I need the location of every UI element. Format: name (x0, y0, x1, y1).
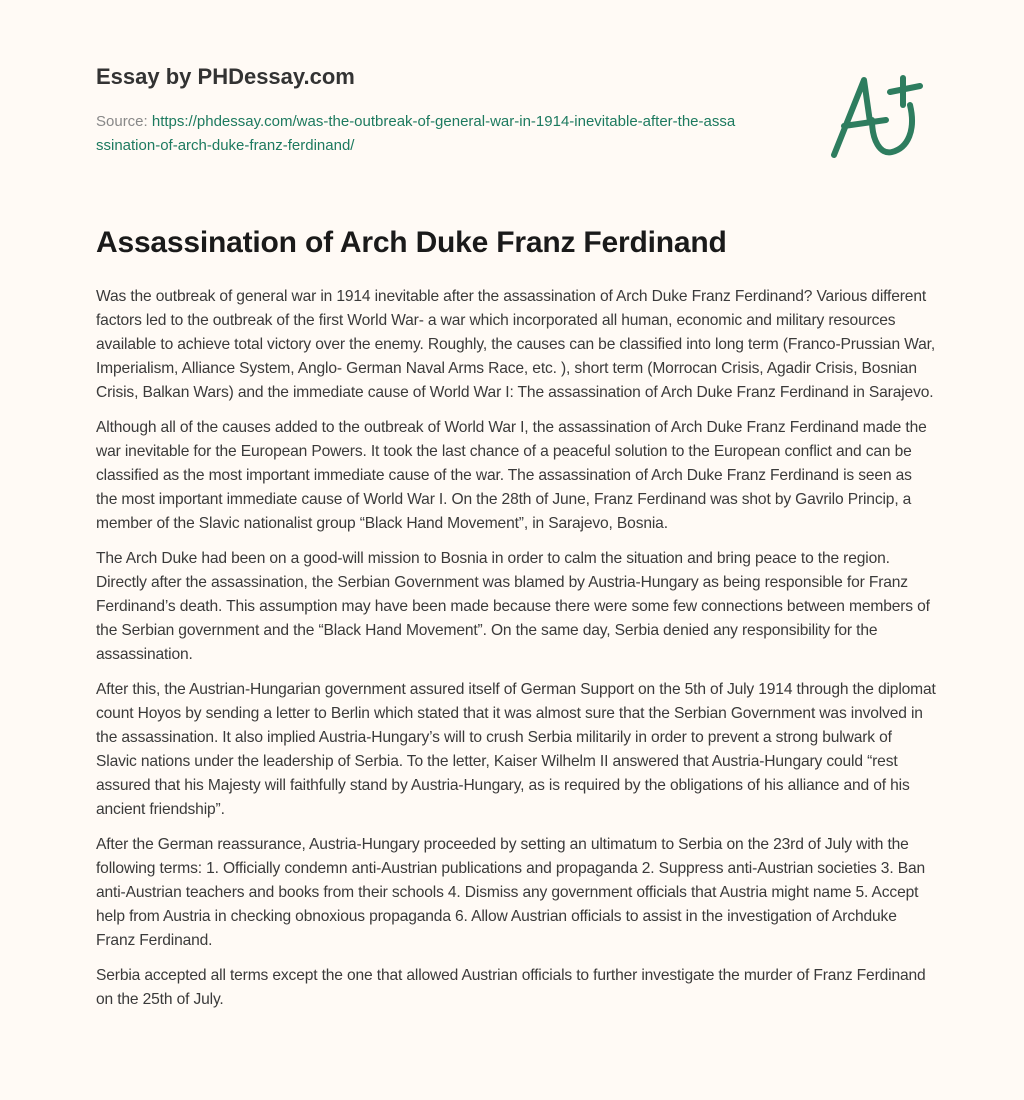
source-label: Source: (96, 113, 152, 130)
paragraph: The Arch Duke had been on a good-will mission to Bosnia in order to calm the situation and bring peace to the region. Directly after the assassination, the Serbian Government was blamed by Austria-Hungary as being responsible for Franz Ferdinand’s death. This assumption may have been made because there were some few connections between members of the Serbian government and the “Black Hand Movement”. On the same day, Serbia denied any responsibility for the assassination. (96, 550, 930, 663)
a-plus-grade-icon (820, 60, 930, 170)
paragraph: Serbia accepted all terms except the one that allowed Austrian officials to further investigate the murder of Franz Ferdinand on the 25th of July. (96, 967, 926, 1008)
paragraph: After this, the Austrian-Hungarian government assured itself of German Support on the 5th of July 1914 through the diplomat count Hoyos by sending a letter to Berlin which stated that it was almost sure that the Serbian Government was involved in the assassination. It also implied Austria-Hungary’s will to crush Serbia militarily in order to prevent a strong bulwark of Slavic nations under the leadership of Serbia. To the letter, Kaiser Wilhelm II answered that Austria-Hungary could “rest assured that his Majesty will faithfully stand by Austria-Hungary, as is required by the obligations of his alliance and of his ancient friendship”. (96, 681, 936, 818)
paragraph: Although all of the causes added to the outbreak of World War I, the assassination of Arch Duke Franz Ferdinand made the war inevitable for the European Powers. It took the last chance of a peaceful solution to the European conflict and can be classified as the most important immediate cause of the war. The assassination of Arch Duke Franz Ferdinand is seen as the most important immediate cause of World War I. On the 28th of June, Franz Ferdinand was shot by Gavrilo Princip, a member of the Slavic nationalist group “Black Hand Movement”, in Sarajevo, Bosnia. (96, 419, 927, 532)
source-line (96, 110, 736, 158)
site-brand: Essay by PHDessay.com (96, 64, 355, 89)
source-link[interactable]: https://phdessay.com/was-the-outbreak-of-general-war-in-1914-inevitable-after-the-assassination-of-arch-duke-franz-ferdinand/ (96, 113, 736, 154)
paragraph: After the German reassurance, Austria-Hungary proceeded by setting an ultimatum to Serbia on the 23rd of July with the following terms: 1. Officially condemn anti-Austrian publications and propaganda 2. Suppress anti-Austrian societies 3. Ban anti-Austrian teachers and books from their schools 4. Dismiss any government officials that Austria might name 5. Accept help from Austria in checking obnoxious propaganda 6. Allow Austrian officials to assist in the investigation of Archduke Franz Ferdinand. (96, 836, 925, 949)
paragraph: Was the outbreak of general war in 1914 inevitable after the assassination of Arch Duke Franz Ferdinand? Various different factors led to the outbreak of the first World War- a war which incorporated all human, economic and military resources available to achieve total victory over the enemy. Roughly, the causes can be classified into long term (Franco-Prussian War, Imperialism, Alliance System, Anglo- German Naval Arms Race, etc. ), short term (Morrocan Crisis, Agadir Crisis, Bosnian Crisis, Balkan Wars) and the immediate cause of World War I: The assassination of Arch Duke Franz Ferdinand in Sarajevo. (96, 288, 936, 401)
article-body (96, 285, 936, 1023)
article-title: Assassination of Arch Duke Franz Ferdinand (96, 226, 727, 259)
